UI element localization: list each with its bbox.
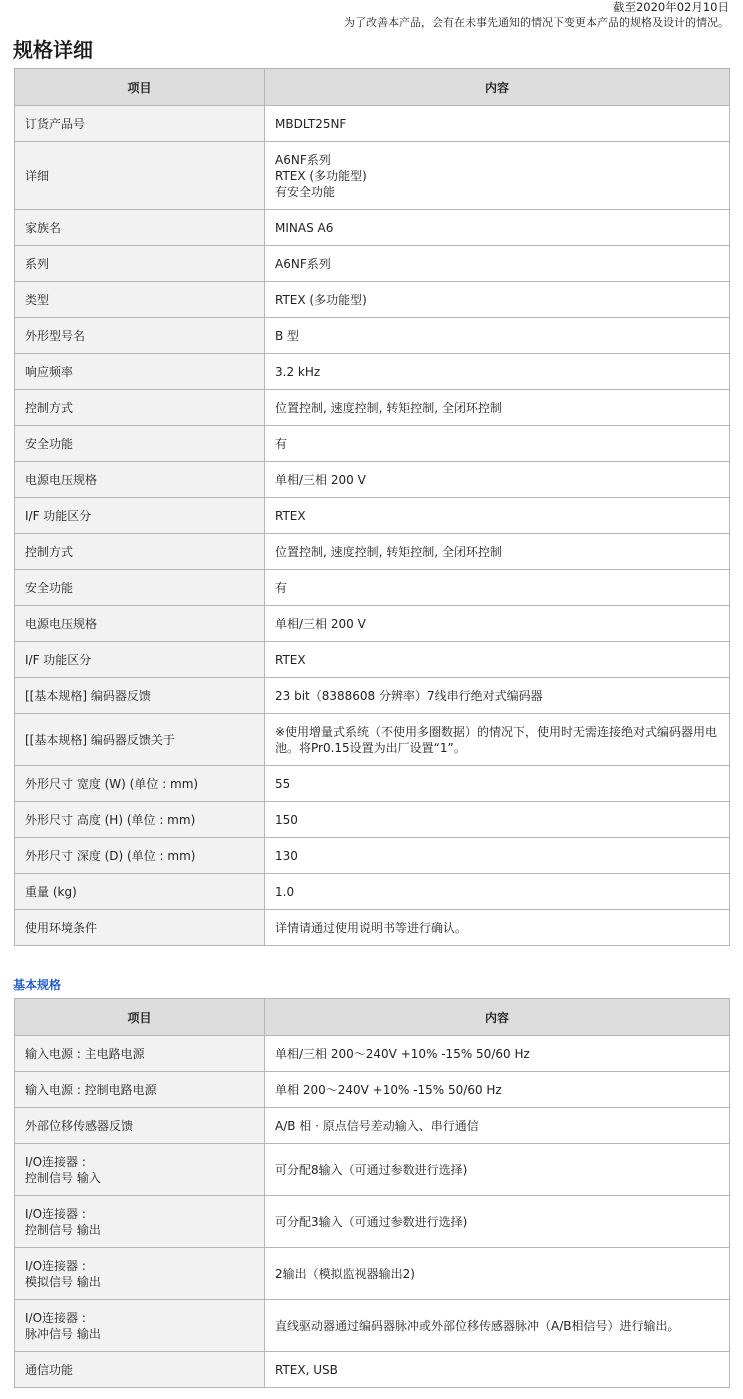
row-value: 3.2 kHz <box>265 354 730 390</box>
row-value: 130 <box>265 838 730 874</box>
table-row <box>15 1144 730 1196</box>
row-label: I/F 功能区分 <box>15 498 265 534</box>
row-value: 单相/三相 200 V <box>265 462 730 498</box>
row-value: 详情请通过使用说明书等进行确认。 <box>265 910 730 946</box>
table-row <box>15 246 730 282</box>
table-row <box>15 766 730 802</box>
row-value: 位置控制, 速度控制, 转矩控制, 全闭环控制 <box>265 534 730 570</box>
row-value: 单相/三相 200 V <box>265 606 730 642</box>
table-row <box>15 282 730 318</box>
row-label: 安全功能 <box>15 570 265 606</box>
row-label: 控制方式 <box>15 534 265 570</box>
row-value: 单相 200～240V +10% -15% 50/60 Hz <box>265 1072 730 1108</box>
row-value: 有 <box>265 570 730 606</box>
row-label: I/F 功能区分 <box>15 642 265 678</box>
table-row <box>15 1108 730 1144</box>
row-value: 直线驱动器通过编码器脉冲或外部位移传感器脉冲（A/B相信号）进行输出。 <box>265 1300 730 1352</box>
table-row <box>15 714 730 766</box>
row-value: A/B 相 · 原点信号差动输入、串行通信 <box>265 1108 730 1144</box>
row-label: I/O连接器 : 控制信号 输出 <box>15 1196 265 1248</box>
row-label: 外形型号名 <box>15 318 265 354</box>
row-label: 外形尺寸 深度 (D) (单位 : mm) <box>15 838 265 874</box>
row-label: I/O连接器 : 脉冲信号 输出 <box>15 1300 265 1352</box>
table-header-row <box>15 999 730 1036</box>
update-notice <box>344 0 729 30</box>
table-row <box>15 318 730 354</box>
row-value: RTEX (多功能型) <box>265 282 730 318</box>
row-label: [[基本规格] 编码器反馈关于 <box>15 714 265 766</box>
header-content: 内容 <box>265 69 730 106</box>
table-row <box>15 874 730 910</box>
notice-disclaimer: 为了改善本产品，会有在未事先通知的情况下变更本产品的规格及设计的情况。 <box>344 16 729 29</box>
row-label: 外部位移传感器反馈 <box>15 1108 265 1144</box>
row-value: 可分配3输入（可通过参数进行选择) <box>265 1196 730 1248</box>
row-value: A6NF系列 RTEX (多功能型) 有安全功能 <box>265 142 730 210</box>
page-title: 规格详细 <box>13 38 93 62</box>
row-value: B 型 <box>265 318 730 354</box>
row-label: 订货产品号 <box>15 106 265 142</box>
row-label: I/O连接器 : 模拟信号 输出 <box>15 1248 265 1300</box>
row-label: 安全功能 <box>15 426 265 462</box>
row-label: 输入电源 : 主电路电源 <box>15 1036 265 1072</box>
table-row <box>15 498 730 534</box>
spec-detail-table <box>14 68 730 946</box>
row-label: 响应频率 <box>15 354 265 390</box>
header-content: 内容 <box>265 999 730 1036</box>
row-value: MINAS A6 <box>265 210 730 246</box>
row-label: 使用环境条件 <box>15 910 265 946</box>
row-label: 外形尺寸 宽度 (W) (单位 : mm) <box>15 766 265 802</box>
row-value: 单相/三相 200～240V +10% -15% 50/60 Hz <box>265 1036 730 1072</box>
table-row <box>15 838 730 874</box>
row-label: 控制方式 <box>15 390 265 426</box>
row-value: A6NF系列 <box>265 246 730 282</box>
row-label: 电源电压规格 <box>15 606 265 642</box>
table-row <box>15 354 730 390</box>
table-row <box>15 1072 730 1108</box>
row-label: 通信功能 <box>15 1352 265 1388</box>
table-row <box>15 678 730 714</box>
row-label: 详细 <box>15 142 265 210</box>
header-item: 项目 <box>15 69 265 106</box>
table-row <box>15 642 730 678</box>
notice-date: 截至2020年02月10日 <box>612 0 729 14</box>
row-label: 电源电压规格 <box>15 462 265 498</box>
row-value: 位置控制, 速度控制, 转矩控制, 全闭环控制 <box>265 390 730 426</box>
row-label: 家族名 <box>15 210 265 246</box>
table-row <box>15 1036 730 1072</box>
basic-spec-table <box>14 998 730 1388</box>
row-value: RTEX, USB <box>265 1352 730 1388</box>
row-label: 输入电源 : 控制电路电源 <box>15 1072 265 1108</box>
row-value: ※使用增量式系统（不使用多圈数据）的情况下，使用时无需连接绝对式编码器用电池。将Pr0.15设置为出厂设置“1”。 <box>265 714 730 766</box>
table-row <box>15 210 730 246</box>
table-row <box>15 1196 730 1248</box>
basic-spec-section-title[interactable]: 基本规格 <box>13 978 62 992</box>
row-label: I/O连接器 : 控制信号 输入 <box>15 1144 265 1196</box>
row-value: 可分配8输入（可通过参数进行选择) <box>265 1144 730 1196</box>
table-row <box>15 802 730 838</box>
row-value: 23 bit（8388608 分辨率）7线串行绝对式编码器 <box>265 678 730 714</box>
table-row <box>15 1352 730 1388</box>
table-row <box>15 426 730 462</box>
table-row <box>15 606 730 642</box>
table-row <box>15 1300 730 1352</box>
row-value: 2输出（模拟监视器输出2) <box>265 1248 730 1300</box>
row-label: 重量 (kg) <box>15 874 265 910</box>
table-row <box>15 462 730 498</box>
row-value: RTEX <box>265 498 730 534</box>
table-header-row <box>15 69 730 106</box>
table-row <box>15 570 730 606</box>
row-value: 有 <box>265 426 730 462</box>
row-value: RTEX <box>265 642 730 678</box>
row-value: 1.0 <box>265 874 730 910</box>
table-row <box>15 142 730 210</box>
row-value: MBDLT25NF <box>265 106 730 142</box>
row-value: 150 <box>265 802 730 838</box>
table-row <box>15 390 730 426</box>
row-label: 系列 <box>15 246 265 282</box>
header-item: 项目 <box>15 999 265 1036</box>
table-row <box>15 910 730 946</box>
row-label: [[基本规格] 编码器反馈 <box>15 678 265 714</box>
row-value: 55 <box>265 766 730 802</box>
row-label: 外形尺寸 高度 (H) (单位 : mm) <box>15 802 265 838</box>
table-row <box>15 1248 730 1300</box>
table-row <box>15 534 730 570</box>
row-label: 类型 <box>15 282 265 318</box>
table-row <box>15 106 730 142</box>
